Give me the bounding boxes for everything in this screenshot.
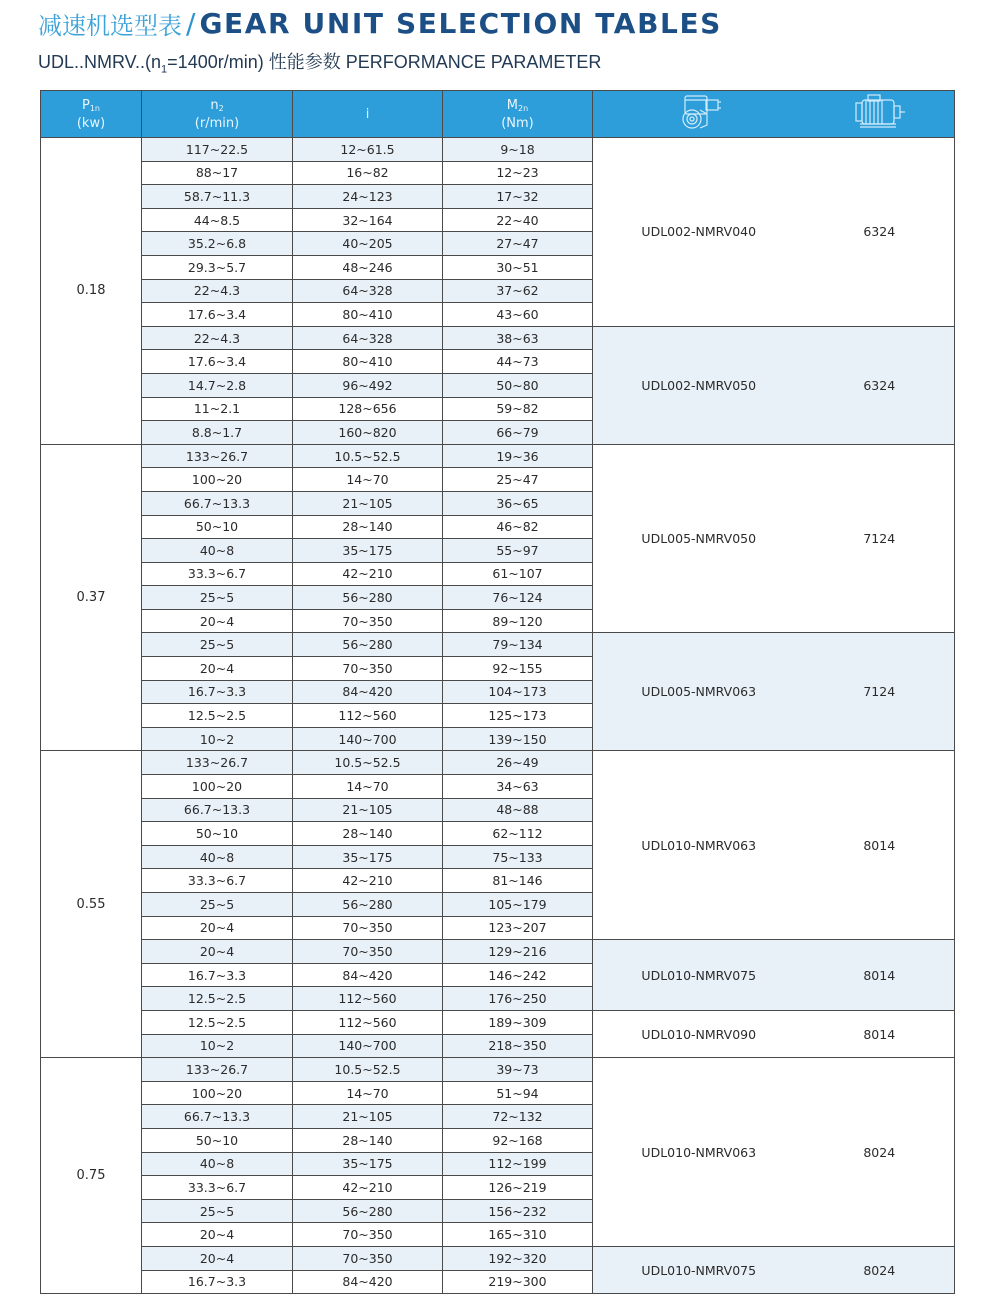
ratio-cell: 28~140 [293, 1128, 443, 1152]
subtitle-subscript: 1 [161, 63, 168, 76]
motor-cell: 8014 [805, 751, 955, 940]
table-row [41, 326, 955, 350]
subtitle [38, 48, 601, 76]
header-torque-subscript: 2n [518, 103, 529, 113]
header-ratio [293, 91, 443, 138]
torque-cell: 36~65 [443, 491, 593, 515]
torque-cell: 176~250 [443, 987, 593, 1011]
ratio-cell: 70~350 [293, 916, 443, 940]
model-cell: UDL010-NMRV075 [593, 1246, 805, 1293]
speed-cell: 100~20 [142, 468, 293, 492]
ratio-cell: 84~420 [293, 1270, 443, 1294]
ratio-cell: 10.5~52.5 [293, 444, 443, 468]
ratio-cell: 70~350 [293, 1223, 443, 1247]
torque-cell: 219~300 [443, 1270, 593, 1294]
torque-cell: 123~207 [443, 916, 593, 940]
subtitle-suffix: =1400r/min) 性能参数 PERFORMANCE PARAMETER [167, 52, 602, 72]
ratio-cell: 42~210 [293, 562, 443, 586]
ratio-cell: 12~61.5 [293, 138, 443, 162]
speed-cell: 12.5~2.5 [142, 987, 293, 1011]
gearbox-icon [676, 92, 722, 136]
title-english: GEAR UNIT SELECTION TABLES [199, 7, 722, 40]
table-row [41, 633, 955, 657]
title-slash: / [186, 7, 196, 40]
torque-cell: 55~97 [443, 539, 593, 563]
power-cell: 0.75 [41, 1058, 142, 1294]
ratio-cell: 48~246 [293, 255, 443, 279]
speed-cell: 50~10 [142, 515, 293, 539]
motor-icon [852, 94, 906, 134]
torque-cell: 92~155 [443, 657, 593, 681]
speed-cell: 20~4 [142, 1246, 293, 1270]
header-power-symbol: P [81, 97, 90, 113]
ratio-cell: 80~410 [293, 350, 443, 374]
header-torque-unit: (Nm) [501, 115, 534, 131]
speed-cell: 8.8~1.7 [142, 421, 293, 445]
ratio-cell: 28~140 [293, 822, 443, 846]
torque-cell: 72~132 [443, 1105, 593, 1129]
table-row [41, 444, 955, 468]
torque-cell: 46~82 [443, 515, 593, 539]
ratio-cell: 70~350 [293, 657, 443, 681]
torque-cell: 66~79 [443, 421, 593, 445]
torque-cell: 129~216 [443, 940, 593, 964]
power-group [41, 138, 955, 445]
speed-cell: 12.5~2.5 [142, 704, 293, 728]
ratio-cell: 70~350 [293, 940, 443, 964]
speed-cell: 22~4.3 [142, 326, 293, 350]
torque-cell: 37~62 [443, 279, 593, 303]
torque-cell: 139~150 [443, 727, 593, 751]
torque-cell: 50~80 [443, 373, 593, 397]
torque-cell: 38~63 [443, 326, 593, 350]
ratio-cell: 80~410 [293, 303, 443, 327]
torque-cell: 62~112 [443, 822, 593, 846]
speed-cell: 25~5 [142, 1199, 293, 1223]
speed-cell: 133~26.7 [142, 751, 293, 775]
torque-cell: 81~146 [443, 869, 593, 893]
torque-cell: 34~63 [443, 775, 593, 799]
header-speed-unit: (r/min) [194, 115, 240, 131]
torque-cell: 48~88 [443, 798, 593, 822]
torque-cell: 112~199 [443, 1152, 593, 1176]
page-title [38, 6, 722, 42]
torque-cell: 61~107 [443, 562, 593, 586]
torque-cell: 39~73 [443, 1058, 593, 1082]
torque-cell: 51~94 [443, 1081, 593, 1105]
speed-cell: 22~4.3 [142, 279, 293, 303]
torque-cell: 126~219 [443, 1176, 593, 1200]
speed-cell: 133~26.7 [142, 444, 293, 468]
ratio-cell: 21~105 [293, 491, 443, 515]
speed-cell: 25~5 [142, 586, 293, 610]
ratio-cell: 160~820 [293, 421, 443, 445]
ratio-cell: 10.5~52.5 [293, 1058, 443, 1082]
ratio-cell: 70~350 [293, 609, 443, 633]
motor-cell: 6324 [805, 326, 955, 444]
speed-cell: 16.7~3.3 [142, 963, 293, 987]
speed-cell: 117~22.5 [142, 138, 293, 162]
selection-table [40, 90, 955, 1294]
ratio-cell: 56~280 [293, 633, 443, 657]
motor-cell: 8024 [805, 1246, 955, 1293]
speed-cell: 40~8 [142, 539, 293, 563]
torque-cell: 12~23 [443, 161, 593, 185]
speed-cell: 17.6~3.4 [142, 303, 293, 327]
table-row [41, 940, 955, 964]
speed-cell: 35.2~6.8 [142, 232, 293, 256]
header-power [41, 91, 142, 138]
model-cell: UDL010-NMRV090 [593, 1010, 805, 1057]
ratio-cell: 35~175 [293, 845, 443, 869]
speed-cell: 100~20 [142, 1081, 293, 1105]
model-cell: UDL010-NMRV063 [593, 751, 805, 940]
speed-cell: 66.7~13.3 [142, 798, 293, 822]
model-cell: UDL005-NMRV063 [593, 633, 805, 751]
ratio-cell: 84~420 [293, 963, 443, 987]
torque-cell: 25~47 [443, 468, 593, 492]
speed-cell: 14.7~2.8 [142, 373, 293, 397]
torque-cell: 125~173 [443, 704, 593, 728]
ratio-cell: 32~164 [293, 208, 443, 232]
header-speed-symbol: n [210, 97, 219, 113]
header-speed-subscript: 2 [218, 103, 224, 113]
header-power-subscript: 1n [89, 103, 100, 113]
speed-cell: 10~2 [142, 1034, 293, 1058]
motor-cell: 7124 [805, 444, 955, 633]
ratio-cell: 56~280 [293, 1199, 443, 1223]
ratio-cell: 42~210 [293, 1176, 443, 1200]
ratio-cell: 84~420 [293, 680, 443, 704]
title-chinese: 减速机选型表 [38, 12, 182, 40]
torque-cell: 76~124 [443, 586, 593, 610]
speed-cell: 33.3~6.7 [142, 562, 293, 586]
ratio-cell: 21~105 [293, 798, 443, 822]
power-group [41, 751, 955, 1058]
speed-cell: 20~4 [142, 916, 293, 940]
speed-cell: 40~8 [142, 845, 293, 869]
table-row [41, 138, 955, 162]
ratio-cell: 21~105 [293, 1105, 443, 1129]
table-row [41, 1058, 955, 1082]
ratio-cell: 28~140 [293, 515, 443, 539]
speed-cell: 66.7~13.3 [142, 1105, 293, 1129]
speed-cell: 10~2 [142, 727, 293, 751]
header-torque [443, 91, 593, 138]
torque-cell: 43~60 [443, 303, 593, 327]
model-cell: UDL002-NMRV050 [593, 326, 805, 444]
ratio-cell: 64~328 [293, 279, 443, 303]
header-torque-symbol: M [506, 97, 519, 113]
speed-cell: 12.5~2.5 [142, 1010, 293, 1034]
model-cell: UDL010-NMRV075 [593, 940, 805, 1011]
speed-cell: 20~4 [142, 609, 293, 633]
ratio-cell: 24~123 [293, 185, 443, 209]
ratio-cell: 35~175 [293, 539, 443, 563]
speed-cell: 33.3~6.7 [142, 869, 293, 893]
speed-cell: 33.3~6.7 [142, 1176, 293, 1200]
ratio-cell: 128~656 [293, 397, 443, 421]
torque-cell: 19~36 [443, 444, 593, 468]
speed-cell: 50~10 [142, 822, 293, 846]
speed-cell: 88~17 [142, 161, 293, 185]
motor-cell: 8024 [805, 1058, 955, 1247]
ratio-cell: 14~70 [293, 468, 443, 492]
speed-cell: 16.7~3.3 [142, 680, 293, 704]
ratio-cell: 10.5~52.5 [293, 751, 443, 775]
table-header [41, 91, 955, 138]
ratio-cell: 112~560 [293, 704, 443, 728]
table-row [41, 1246, 955, 1270]
ratio-cell: 64~328 [293, 326, 443, 350]
torque-cell: 17~32 [443, 185, 593, 209]
torque-cell: 189~309 [443, 1010, 593, 1034]
model-cell: UDL002-NMRV040 [593, 138, 805, 327]
header-power-unit: (kw) [76, 115, 106, 131]
torque-cell: 105~179 [443, 893, 593, 917]
speed-cell: 20~4 [142, 940, 293, 964]
torque-cell: 146~242 [443, 963, 593, 987]
torque-cell: 26~49 [443, 751, 593, 775]
model-cell: UDL005-NMRV050 [593, 444, 805, 633]
speed-cell: 11~2.1 [142, 397, 293, 421]
power-cell: 0.37 [41, 444, 142, 751]
motor-cell: 6324 [805, 138, 955, 327]
header-motor [805, 91, 955, 138]
torque-cell: 27~47 [443, 232, 593, 256]
power-cell: 0.55 [41, 751, 142, 1058]
ratio-cell: 35~175 [293, 1152, 443, 1176]
torque-cell: 75~133 [443, 845, 593, 869]
power-cell: 0.18 [41, 138, 142, 445]
speed-cell: 50~10 [142, 1128, 293, 1152]
speed-cell: 16.7~3.3 [142, 1270, 293, 1294]
torque-cell: 192~320 [443, 1246, 593, 1270]
speed-cell: 44~8.5 [142, 208, 293, 232]
speed-cell: 20~4 [142, 1223, 293, 1247]
torque-cell: 218~350 [443, 1034, 593, 1058]
torque-cell: 9~18 [443, 138, 593, 162]
motor-cell: 7124 [805, 633, 955, 751]
motor-cell: 8014 [805, 1010, 955, 1057]
torque-cell: 165~310 [443, 1223, 593, 1247]
ratio-cell: 140~700 [293, 1034, 443, 1058]
ratio-cell: 40~205 [293, 232, 443, 256]
torque-cell: 89~120 [443, 609, 593, 633]
ratio-cell: 56~280 [293, 893, 443, 917]
speed-cell: 133~26.7 [142, 1058, 293, 1082]
power-group [41, 444, 955, 751]
ratio-cell: 140~700 [293, 727, 443, 751]
ratio-cell: 16~82 [293, 161, 443, 185]
torque-cell: 92~168 [443, 1128, 593, 1152]
speed-cell: 100~20 [142, 775, 293, 799]
header-speed [142, 91, 293, 138]
torque-cell: 59~82 [443, 397, 593, 421]
table-row [41, 1010, 955, 1034]
torque-cell: 156~232 [443, 1199, 593, 1223]
ratio-cell: 14~70 [293, 775, 443, 799]
motor-cell: 8014 [805, 940, 955, 1011]
subtitle-prefix: UDL..NMRV..(n [38, 52, 162, 72]
torque-cell: 104~173 [443, 680, 593, 704]
table-row [41, 751, 955, 775]
speed-cell: 29.3~5.7 [142, 255, 293, 279]
torque-cell: 44~73 [443, 350, 593, 374]
torque-cell: 79~134 [443, 633, 593, 657]
speed-cell: 25~5 [142, 893, 293, 917]
ratio-cell: 42~210 [293, 869, 443, 893]
model-cell: UDL010-NMRV063 [593, 1058, 805, 1247]
speed-cell: 66.7~13.3 [142, 491, 293, 515]
ratio-cell: 14~70 [293, 1081, 443, 1105]
header-gearbox [593, 91, 805, 138]
ratio-cell: 56~280 [293, 586, 443, 610]
torque-cell: 22~40 [443, 208, 593, 232]
ratio-cell: 70~350 [293, 1246, 443, 1270]
speed-cell: 17.6~3.4 [142, 350, 293, 374]
ratio-cell: 112~560 [293, 987, 443, 1011]
ratio-cell: 96~492 [293, 373, 443, 397]
speed-cell: 58.7~11.3 [142, 185, 293, 209]
ratio-cell: 112~560 [293, 1010, 443, 1034]
speed-cell: 25~5 [142, 633, 293, 657]
torque-cell: 30~51 [443, 255, 593, 279]
header-ratio-symbol: i [365, 106, 370, 122]
speed-cell: 20~4 [142, 657, 293, 681]
power-group [41, 1058, 955, 1294]
speed-cell: 40~8 [142, 1152, 293, 1176]
